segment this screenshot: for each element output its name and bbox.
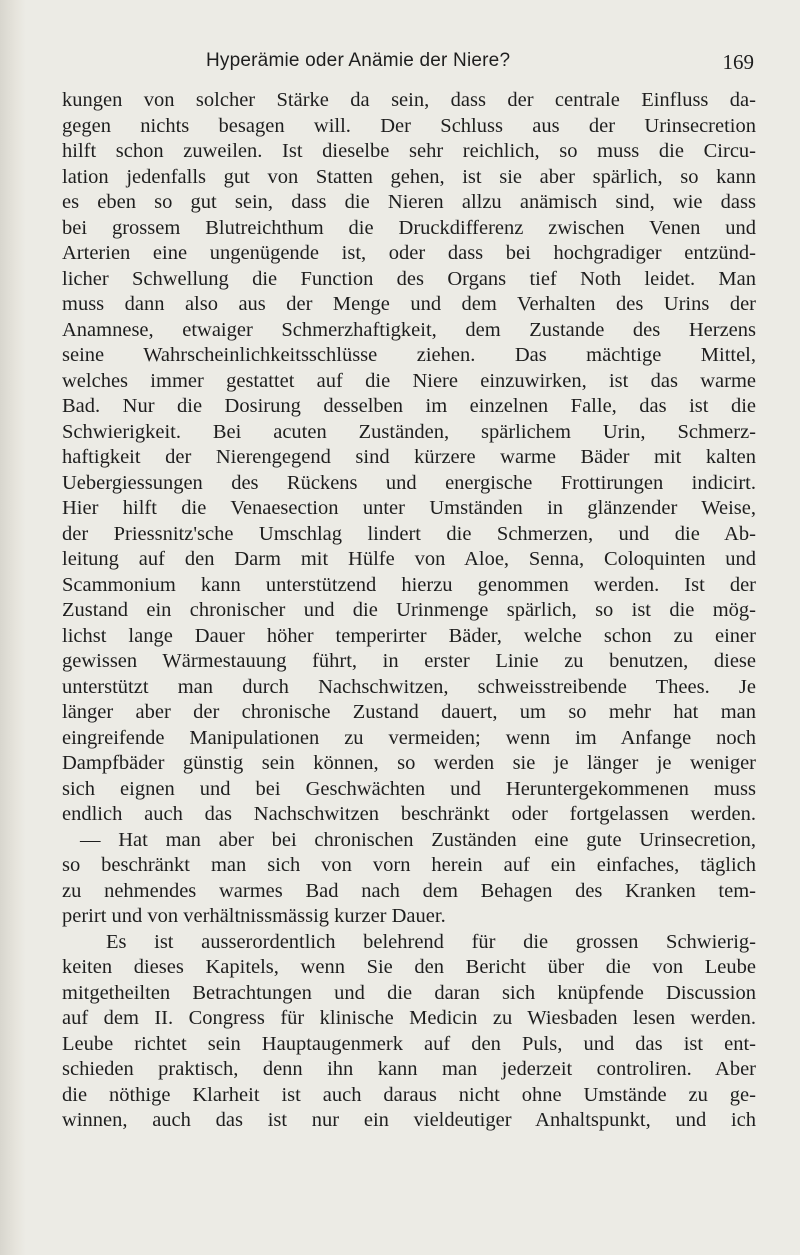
text-line: Leube richtet sein Hauptaugenmerk auf den Puls, und das ist ent- [62, 1032, 756, 1055]
text-line: Hier hilft die Venaesection unter Umständen in glänzender Weise, [62, 497, 756, 519]
text-line: hilft schon zuweilen. Ist dieselbe sehr reichlich, so muss die Circu- [62, 140, 756, 162]
text-line: Scammonium kann unterstützend hierzu genommen werden. Ist der [62, 573, 756, 596]
text-line: länger aber der chronische Zustand dauert, um so mehr hat man [62, 701, 756, 723]
text-line: schieden praktisch, denn ihn kann man jederzeit controliren. Aber [62, 1058, 756, 1080]
text-line: winnen, auch das ist nur ein vieldeutiger Anhaltspunkt, und ich [62, 1109, 756, 1131]
page-gutter-shadow [0, 0, 26, 1255]
text-line: gewissen Wärmestauung führt, in erster Linie zu benutzen, diese [62, 650, 756, 672]
text-line: Anamnese, etwaiger Schmerzhaftigkeit, dem Zustande des Herzens [62, 318, 756, 341]
text-line: keiten dieses Kapitels, wenn Sie den Bericht über die von Leube [62, 956, 756, 978]
text-line: endlich auch das Nachschwitzen beschränkt oder fortgelassen werden. [62, 803, 756, 825]
text-line: so beschränkt man sich von vorn herein auf ein einfaches, täglich [62, 854, 756, 876]
text-line: leitung auf den Darm mit Hülfe von Aloe, Senna, Coloquinten und [62, 548, 756, 570]
text-line: die nöthige Klarheit ist auch daraus nicht ohne Umstände zu ge- [62, 1083, 756, 1106]
text-line: der Priessnitz'sche Umschlag lindert die Schmerzen, und die Ab- [62, 522, 756, 545]
text-line: Uebergiessungen des Rückens und energische Frottirungen indicirt. [62, 471, 756, 494]
page-number: 169 [722, 50, 754, 74]
text-line: muss dann also aus der Menge und dem Verhalten des Urins der [62, 293, 756, 315]
text-line: Schwierigkeit. Bei acuten Zuständen, spärlichem Urin, Schmerz- [62, 420, 756, 443]
text-line: gegen nichts besagen will. Der Schluss aus der Urinsecretion [62, 114, 756, 137]
text-line: kungen von solcher Stärke da sein, dass der centrale Einfluss da- [62, 89, 756, 111]
text-line: perirt und von verhältnissmässig kurzer Dauer. [62, 905, 446, 927]
text-line: — Hat man aber bei chronischen Zuständen eine gute Urinsecretion, [80, 828, 756, 851]
text-line: seine Wahrscheinlichkeitsschlüsse ziehen. Das mächtige Mittel, [62, 344, 756, 366]
text-line: sich eignen und bei Geschwächten und Heruntergekommenen muss [62, 777, 756, 800]
text-line: Arterien eine ungenügende ist, oder dass bei hochgradiger entzünd- [62, 242, 756, 264]
text-line: welches immer gestattet auf die Niere einzuwirken, ist das warme [62, 369, 756, 392]
text-line: mitgetheilten Betrachtungen und die daran sich knüpfende Discussion [62, 981, 756, 1004]
text-line: auf dem II. Congress für klinische Medicin zu Wiesbaden lesen werden. [62, 1007, 756, 1029]
text-line: licher Schwellung die Function des Organs tief Noth leidet. Man [62, 267, 756, 290]
body-text [62, 88, 756, 1134]
text-line: haftigkeit der Nierengegend sind kürzere warme Bäder mit kalten [62, 446, 756, 468]
text-line: Dampfbäder günstig sein können, so werden sie je länger je weniger [62, 752, 756, 774]
text-line: Zustand ein chronischer und die Urinmenge spärlich, so ist die mög- [62, 599, 756, 621]
running-title: Hyperämie oder Anämie der Niere? [206, 50, 511, 71]
text-line: Bad. Nur die Dosirung desselben im einzelnen Falle, das ist die [62, 395, 756, 417]
text-line: es eben so gut sein, dass die Nieren allzu anämisch sind, wie dass [62, 191, 756, 213]
text-line: zu nehmendes warmes Bad nach dem Behagen des Kranken tem- [62, 879, 756, 902]
text-line: lation jedenfalls gut von Statten gehen, ist sie aber spärlich, so kann [62, 165, 756, 188]
text-line: unterstützt man durch Nachschwitzen, schweisstreibende Thees. Je [62, 675, 756, 698]
text-line: lichst lange Dauer höher temperirter Bäder, welche schon zu einer [62, 624, 756, 647]
text-line: eingreifende Manipulationen zu vermeiden; wenn im Anfange noch [62, 726, 756, 749]
text-line: Es ist ausserordentlich belehrend für die grossen Schwierig- [106, 930, 756, 953]
text-line: bei grossem Blutreichthum die Druckdifferenz zwischen Venen und [62, 216, 756, 239]
page-header [206, 50, 754, 80]
